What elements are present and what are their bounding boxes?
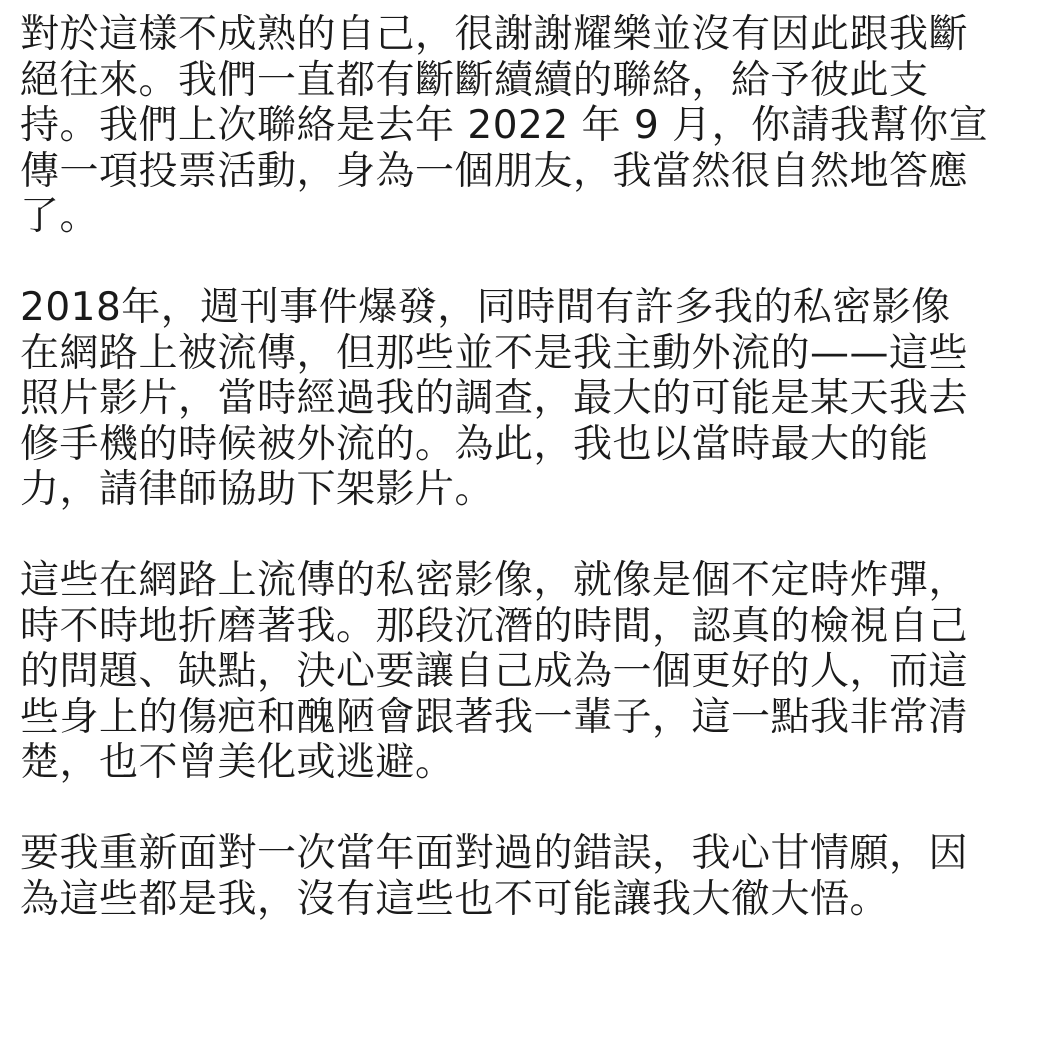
- text-line: 的問題、缺點，決心要讓自己成為一個更好的人，而這: [20, 649, 969, 694]
- paragraph-1: [20, 12, 1052, 240]
- text-line: 在網路上被流傳，但那些並不是我主動外流的——這些: [20, 330, 969, 376]
- text-line: 了。: [20, 194, 100, 239]
- text-line: 這些在網路上流傳的私密影像，就像是個不定時炸彈，: [20, 558, 969, 603]
- text-line: 2018年，週刊事件爆發，同時間有許多我的私密影像: [20, 285, 951, 330]
- text-line: 力，請律師協助下架影片。: [20, 467, 495, 512]
- text-line: 傳一項投票活動，身為一個朋友，我當然很自然地答應: [20, 148, 969, 194]
- text-line: 些身上的傷疤和醜陋會跟著我一輩子，這一點我非常清: [20, 694, 969, 740]
- paragraph-3: [20, 558, 1052, 786]
- text-line: 時不時地折磨著我。那段沉潛的時間，認真的檢視自己: [20, 603, 969, 649]
- paragraph-4: [20, 831, 1052, 922]
- text-line: 楚，也不曾美化或逃避。: [20, 740, 455, 785]
- text-line: 持。我們上次聯絡是去年 2022 年 9 月，你請我幫你宣: [20, 103, 989, 148]
- text-line: 為這些都是我，沒有這些也不可能讓我大徹大悟。: [20, 876, 890, 922]
- text-line: 照片影片，當時經過我的調查，最大的可能是某天我去: [20, 376, 969, 421]
- text-line: 對於這樣不成熟的自己，很謝謝耀樂並沒有因此跟我斷: [20, 12, 969, 57]
- text-line: 修手機的時候被外流的。為此，我也以當時最大的能: [20, 421, 929, 467]
- text-line: 絕往來。我們一直都有斷斷續續的聯絡，給予彼此支: [20, 57, 929, 103]
- paragraph-2: [20, 285, 1052, 513]
- text-line: 要我重新面對一次當年面對過的錯誤，我心甘情願，因: [20, 831, 969, 876]
